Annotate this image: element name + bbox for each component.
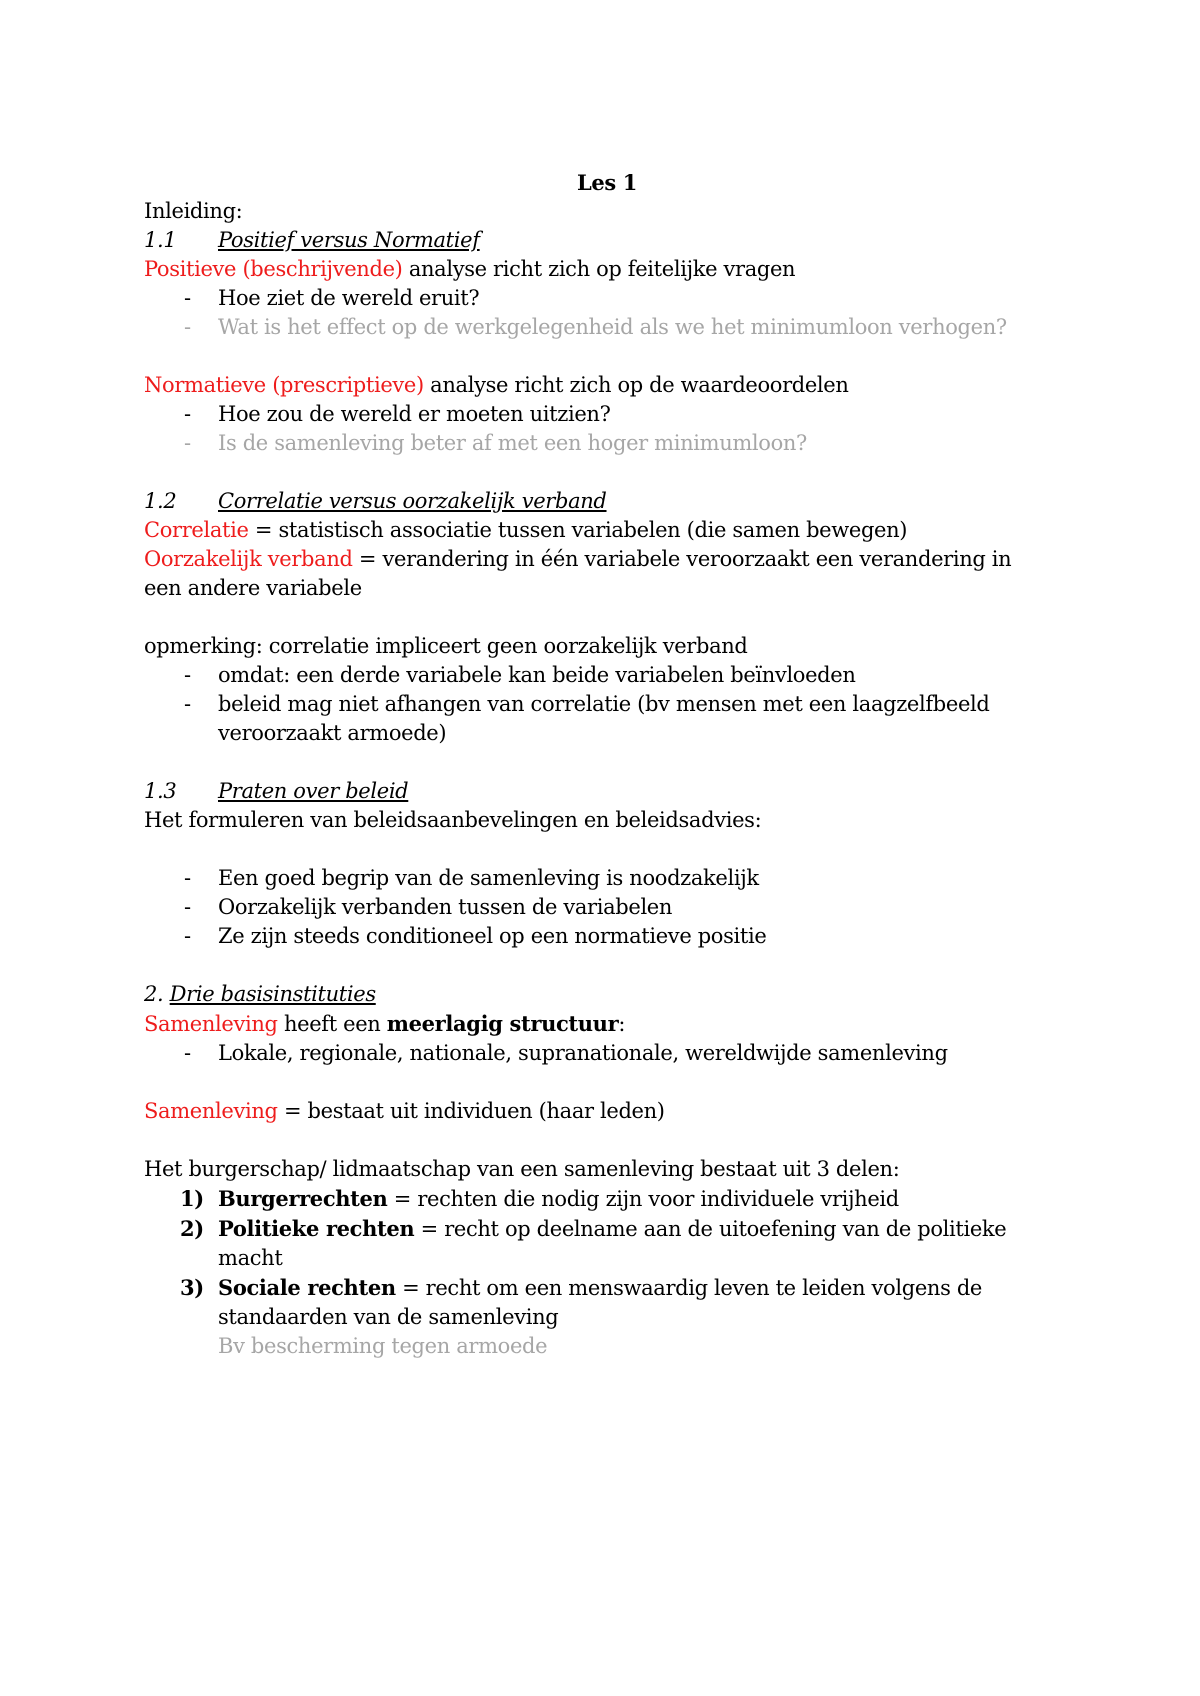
list-item-text: Hoe zou de wereld er moeten uitzien?	[218, 402, 611, 426]
dash-bullet: -	[184, 895, 191, 919]
section-heading-1-3	[144, 777, 1050, 806]
paragraph-positive	[144, 255, 1050, 284]
term-normative: Normatieve (prescriptieve)	[144, 373, 424, 397]
definition-text: analyse richt zich op feitelijke vragen	[402, 257, 796, 281]
list-item	[144, 284, 1050, 313]
item-number: 3)	[180, 1275, 204, 1300]
section-number: 2.	[144, 982, 170, 1006]
list-item-text: Een goed begrip van de samenleving is noodzakelijk	[218, 866, 759, 890]
list-item	[144, 661, 1050, 690]
section-heading-1-2	[144, 487, 1050, 516]
list-item-example	[144, 429, 1050, 458]
section-title: Positief versus Normatief	[218, 228, 480, 252]
dash-bullet: -	[184, 286, 191, 310]
paragraph-correlation	[144, 516, 1050, 545]
list-item	[144, 893, 1050, 922]
dash-bullet: -	[184, 315, 191, 339]
list-item	[144, 922, 1050, 951]
text-fragment: heeft een	[277, 1012, 387, 1036]
term-society: Samenleving	[144, 1099, 278, 1123]
example-text: Bv bescherming tegen armoede	[218, 1334, 548, 1358]
paragraph-citizenship: Het burgerschap/ lidmaatschap van een samenleving bestaat uit 3 delen:	[144, 1157, 900, 1181]
term-correlation: Correlatie	[144, 518, 249, 542]
paragraph-normative	[144, 371, 1050, 400]
section-heading-1-1	[144, 226, 1050, 255]
list-item	[144, 400, 1050, 429]
dash-bullet: -	[184, 692, 191, 716]
definition-text: = recht op deelname aan de uitoefening van de politieke macht	[218, 1217, 1007, 1270]
document-title: Les 1	[576, 170, 638, 195]
section-heading-2	[144, 980, 1050, 1009]
list-item	[144, 864, 1050, 893]
list-item	[144, 1039, 1050, 1068]
definition-text: = recht om een menswaardig leven te leiden volgens de standaarden van de samenleving	[218, 1276, 982, 1329]
list-item-text: Lokale, regionale, nationale, supranationale, wereldwijde samenleving	[218, 1041, 948, 1065]
dash-bullet: -	[184, 402, 191, 426]
definition-text: analyse richt zich op de waardeoordelen	[423, 373, 849, 397]
section-title: Correlatie versus oorzakelijk verband	[218, 489, 607, 513]
numbered-item	[144, 1273, 1050, 1332]
list-item-text: Hoe ziet de wereld eruit?	[218, 286, 480, 310]
definition-text: = verandering in één variabele veroorzaakt een verandering in een andere variabele	[144, 547, 1012, 600]
definition-text: = rechten die nodig zijn voor individuele vrijheid	[387, 1187, 899, 1211]
definition-text: = bestaat uit individuen (haar leden)	[277, 1099, 665, 1123]
intro-heading: Inleiding:	[144, 199, 243, 223]
list-item-text: Wat is het effect op de werkgelegenheid als we het minimumloon verhogen?	[218, 315, 1007, 339]
item-number: 2)	[180, 1216, 204, 1241]
dash-bullet: -	[184, 1041, 191, 1065]
section-number: 1.1	[144, 228, 177, 252]
dash-bullet: -	[184, 866, 191, 890]
bold-term: Politieke rechten	[218, 1216, 415, 1241]
numbered-item	[144, 1184, 1050, 1214]
bold-term: meerlagig structuur	[386, 1011, 619, 1036]
list-item	[144, 690, 1050, 748]
dash-bullet: -	[184, 924, 191, 948]
paragraph-causal	[144, 545, 1050, 603]
term-positive: Positieve (beschrijvende)	[144, 257, 403, 281]
numbered-item	[144, 1214, 1050, 1273]
bold-term: Burgerrechten	[218, 1186, 388, 1211]
bold-term: Sociale rechten	[218, 1275, 396, 1300]
paragraph-society-layers	[144, 1009, 1050, 1039]
section-number: 1.2	[144, 489, 177, 513]
section-number: 1.3	[144, 779, 177, 803]
definition-text: = statistisch associatie tussen variabelen (die samen bewegen)	[248, 518, 908, 542]
text-fragment: :	[618, 1012, 626, 1036]
dash-bullet: -	[184, 431, 191, 455]
list-item-example	[144, 313, 1050, 342]
term-causal: Oorzakelijk verband	[144, 547, 353, 571]
list-item-text: Ze zijn steeds conditioneel op een normatieve positie	[218, 924, 767, 948]
item-number: 1)	[180, 1186, 204, 1211]
dash-bullet: -	[184, 663, 191, 687]
term-society: Samenleving	[144, 1012, 278, 1036]
paragraph-policy: Het formuleren van beleidsaanbevelingen en beleidsadvies:	[144, 808, 762, 832]
list-item-text: Oorzakelijk verbanden tussen de variabelen	[218, 895, 673, 919]
section-title: Praten over beleid	[218, 779, 409, 803]
paragraph-society-members	[144, 1097, 1050, 1126]
section-title: Drie basisinstituties	[169, 982, 376, 1006]
list-item-text: Is de samenleving beter af met een hoger minimumloon?	[218, 431, 807, 455]
list-item-text: omdat: een derde variabele kan beide variabelen beïnvloeden	[218, 663, 856, 687]
remark: opmerking: correlatie impliceert geen oorzakelijk verband	[144, 634, 748, 658]
list-item-text: beleid mag niet afhangen van correlatie (bv mensen met een laagzelfbeeld veroorzaakt armoede)	[218, 692, 990, 745]
